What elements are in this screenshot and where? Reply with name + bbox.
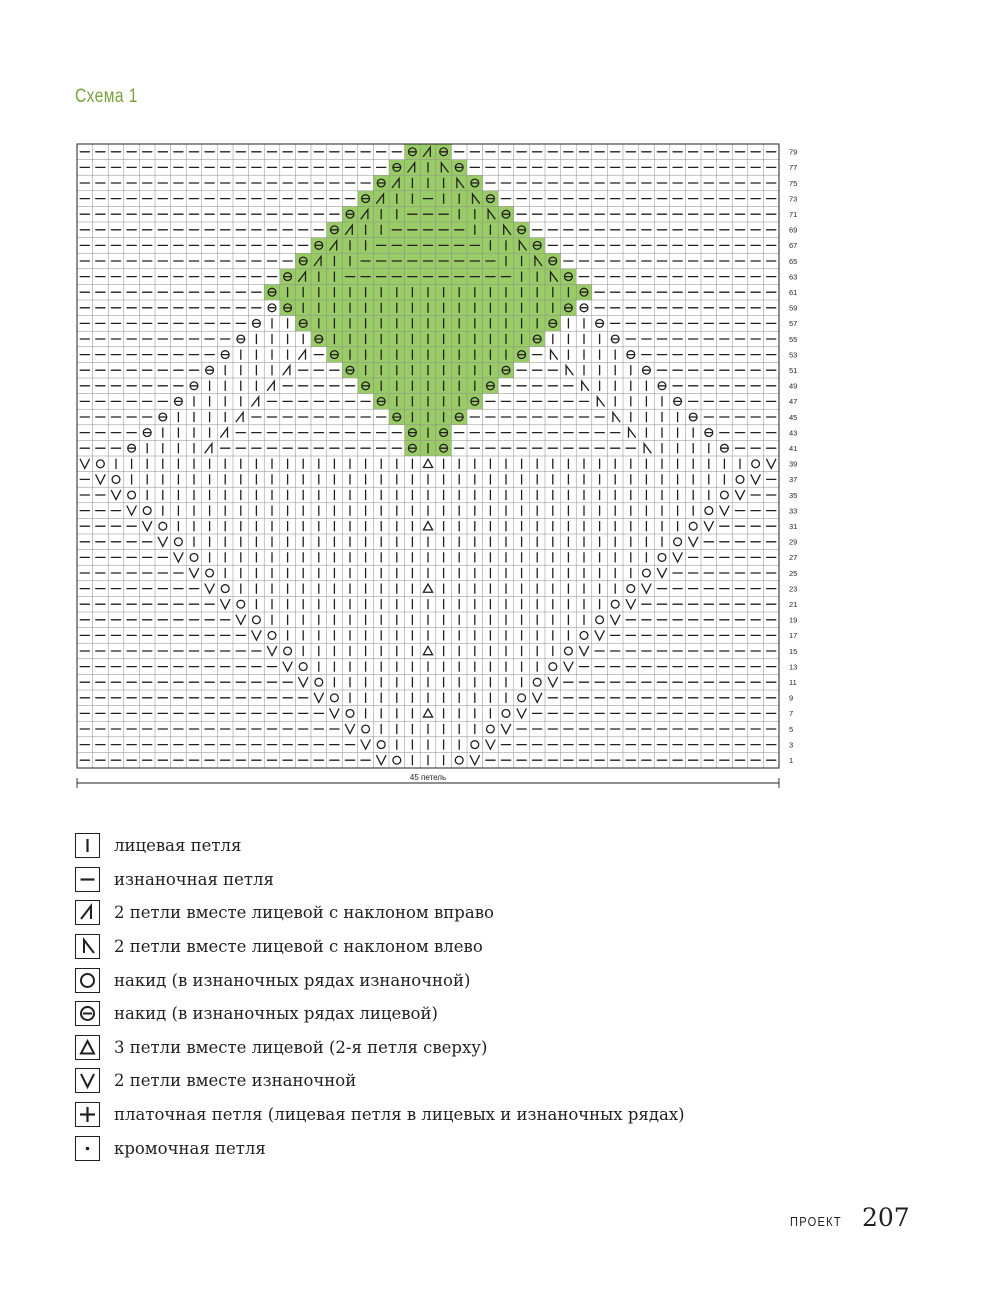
yo-mark (112, 476, 120, 484)
p2-mark (127, 506, 136, 515)
yo-mark (580, 632, 588, 640)
row-number: 7 (789, 709, 794, 719)
row-number: 79 (789, 147, 798, 157)
yo-mark (159, 522, 167, 530)
yot-mark (596, 320, 604, 328)
ls-mark (613, 412, 620, 421)
row-number: 77 (789, 163, 798, 173)
legend-item (75, 1031, 775, 1065)
row-number: 9 (789, 693, 794, 703)
row-number: 47 (789, 397, 798, 407)
p2-mark (704, 522, 713, 531)
row-number: 13 (789, 662, 798, 672)
yo-mark (315, 678, 323, 686)
rs-mark (236, 412, 243, 421)
yo-mark (487, 725, 495, 733)
k3-mark (423, 709, 432, 717)
p2-mark (361, 740, 370, 749)
k3-mark (423, 646, 432, 654)
p2-mark (720, 506, 729, 515)
yot-mark (190, 382, 198, 390)
p2-mark (579, 646, 588, 655)
row-number: 73 (789, 194, 798, 204)
yarn-over-twisted-icon (75, 1001, 100, 1026)
row-number: 29 (789, 537, 798, 547)
yo-mark (455, 756, 463, 764)
row-number: 33 (789, 506, 798, 516)
p2-mark (673, 553, 682, 562)
row-number: 63 (789, 272, 798, 282)
legend-item (75, 963, 775, 997)
ls-mark (582, 381, 589, 390)
row-number: 45 (789, 412, 798, 422)
legend-label: лицевая петля (114, 836, 242, 856)
p2-mark (735, 490, 744, 499)
p2-mark (517, 709, 526, 718)
p2-mark (595, 631, 604, 640)
row-number: 19 (789, 615, 798, 625)
p2tog-icon (75, 1068, 100, 1093)
row-number: 1 (789, 756, 794, 766)
row-number: 25 (789, 568, 798, 578)
rs-mark (252, 397, 259, 406)
row-number: 5 (789, 724, 794, 734)
yot-mark (627, 351, 635, 359)
legend-label: изнаночная петля (114, 869, 274, 889)
row-number: 71 (789, 210, 798, 220)
ls-mark (644, 444, 651, 453)
yo-mark (721, 491, 729, 499)
yo-mark (611, 600, 619, 608)
k3tog-icon (75, 1035, 100, 1060)
legend-label: 3 петли вместе лицевой (2-я петля сверху) (114, 1037, 488, 1057)
yo-mark (143, 507, 151, 515)
legend-item (75, 930, 775, 964)
k3-mark (423, 522, 432, 530)
yo-mark (674, 538, 682, 546)
row-number: 53 (789, 350, 798, 360)
legend-label: кромочная петля (114, 1138, 266, 1158)
yot-mark (580, 304, 588, 312)
garter-stitch-icon (75, 1102, 100, 1127)
yo-mark (689, 522, 697, 530)
k2tog-left-icon (75, 934, 100, 959)
p2-mark (252, 631, 261, 640)
yo-mark (533, 678, 541, 686)
selvedge-icon (75, 1136, 100, 1161)
p2-mark (283, 662, 292, 671)
purl-icon (75, 867, 100, 892)
p2-mark (299, 678, 308, 687)
row-number: 37 (789, 475, 798, 485)
rs-mark (283, 366, 290, 375)
yo-mark (221, 585, 229, 593)
chart-title: Схема 1 (75, 86, 138, 107)
yo-mark (284, 647, 292, 655)
p2-mark (80, 459, 89, 468)
row-number: 27 (789, 553, 798, 563)
row-number: 69 (789, 225, 798, 235)
yo-mark (346, 710, 354, 718)
yo-mark (362, 725, 370, 733)
yot-mark (237, 335, 245, 343)
p2-mark (345, 724, 354, 733)
yo-mark (253, 616, 261, 624)
legend-item (75, 863, 775, 897)
yot-mark (268, 304, 276, 312)
row-number: 49 (789, 381, 798, 391)
page-number: 207 (862, 1203, 910, 1232)
p2-mark (642, 584, 651, 593)
rs-mark (267, 381, 274, 390)
knitting-chart (70, 136, 810, 796)
yot-mark (128, 444, 136, 452)
rs-mark (205, 444, 212, 453)
yot-mark (674, 398, 682, 406)
yo-mark (299, 663, 307, 671)
p2-mark (377, 756, 386, 765)
p2-mark (470, 756, 479, 765)
row-number: 15 (789, 646, 798, 656)
row-number: 67 (789, 241, 798, 251)
yo-mark (128, 491, 136, 499)
yo-mark (627, 585, 635, 593)
chart-grid (70, 136, 810, 796)
p2-mark (158, 537, 167, 546)
row-number: 39 (789, 459, 798, 469)
rs-mark (221, 428, 228, 437)
yo-mark (596, 616, 604, 624)
p2-mark (189, 568, 198, 577)
p2-mark (689, 537, 698, 546)
yo-mark (175, 538, 183, 546)
row-number: 21 (789, 600, 798, 610)
yo-mark (393, 756, 401, 764)
ls-mark (551, 350, 558, 359)
p2-mark (330, 709, 339, 718)
p2-mark (174, 553, 183, 562)
yot-mark (689, 413, 697, 421)
p2-mark (611, 615, 620, 624)
yot-mark (721, 444, 729, 452)
ls-mark (629, 428, 636, 437)
row-number: 61 (789, 288, 798, 298)
p2-mark (486, 740, 495, 749)
row-number: 51 (789, 366, 798, 376)
legend-item (75, 1098, 775, 1132)
p2-mark (205, 584, 214, 593)
k2tog-right-icon (75, 900, 100, 925)
row-number: 31 (789, 522, 798, 532)
row-number: 57 (789, 319, 798, 329)
row-number: 75 (789, 178, 798, 188)
ls-mark (566, 366, 573, 375)
p2-mark (564, 662, 573, 671)
width-label: 45 петель (409, 773, 447, 782)
legend-label: 2 петли вместе изнаночной (114, 1071, 357, 1091)
row-number: 11 (789, 678, 797, 688)
p2-mark (767, 459, 776, 468)
yot-mark (206, 366, 214, 374)
row-number: 35 (789, 490, 798, 500)
yarn-over-icon (75, 968, 100, 993)
yo-mark (190, 554, 198, 562)
yo-mark (549, 663, 557, 671)
yo-mark (736, 476, 744, 484)
yot-mark (143, 429, 151, 437)
knit-icon (75, 833, 100, 858)
row-number: 17 (789, 631, 798, 641)
p2-mark (501, 724, 510, 733)
yo-mark (471, 741, 479, 749)
p2-mark (267, 646, 276, 655)
legend-item (75, 1064, 775, 1098)
yot-mark (611, 335, 619, 343)
p2-mark (96, 475, 105, 484)
legend-label: накид (в изнаночных рядах изнаночной) (114, 970, 471, 990)
p2-mark (221, 600, 230, 609)
yot-mark (159, 413, 167, 421)
row-number: 55 (789, 334, 798, 344)
row-number: 43 (789, 428, 798, 438)
yo-mark (237, 600, 245, 608)
legend-item (75, 829, 775, 863)
yot-mark (221, 351, 229, 359)
yo-mark (643, 569, 651, 577)
p2-mark (236, 615, 245, 624)
yo-mark (658, 554, 666, 562)
footer-section-label: ПРОЕКТ (790, 1214, 842, 1229)
legend-label: платочная петля (лицевая петля в лицевых и изнаночных рядах) (114, 1105, 685, 1125)
rs-mark (299, 350, 306, 359)
chart-row-labels (789, 148, 797, 765)
yot-mark (253, 320, 261, 328)
yo-mark (97, 460, 105, 468)
p2-mark (143, 522, 152, 531)
legend-item (75, 997, 775, 1031)
p2-mark (533, 693, 542, 702)
p2-mark (111, 490, 120, 499)
yot-mark (705, 429, 713, 437)
yo-mark (268, 632, 276, 640)
yo-mark (752, 460, 760, 468)
ls-mark (597, 397, 604, 406)
yo-mark (377, 741, 385, 749)
legend-item (75, 1131, 775, 1165)
row-number: 3 (789, 740, 794, 750)
yot-mark (175, 398, 183, 406)
k3-mark (423, 584, 432, 592)
row-number: 23 (789, 584, 798, 594)
chart-grid-lines (77, 144, 779, 768)
legend (75, 829, 775, 1165)
row-number: 59 (789, 303, 798, 313)
legend-label: 2 петли вместе лицевой с наклоном вправо (114, 903, 494, 923)
legend-label: 2 петли вместе лицевой с наклоном влево (114, 937, 483, 957)
row-number: 65 (789, 256, 798, 266)
yo-mark (565, 647, 573, 655)
yo-mark (502, 710, 510, 718)
yot-mark (658, 382, 666, 390)
p2-mark (548, 678, 557, 687)
p2-mark (626, 600, 635, 609)
p2-mark (314, 693, 323, 702)
yo-mark (518, 694, 526, 702)
p2-mark (657, 568, 666, 577)
row-number: 41 (789, 444, 798, 454)
yo-mark (331, 694, 339, 702)
legend-item (75, 896, 775, 930)
p2-mark (751, 475, 760, 484)
yo-mark (206, 569, 214, 577)
yot-mark (643, 366, 651, 374)
k3-mark (423, 459, 432, 467)
yo-mark (705, 507, 713, 515)
legend-label: накид (в изнаночных рядах лицевой) (114, 1004, 438, 1024)
